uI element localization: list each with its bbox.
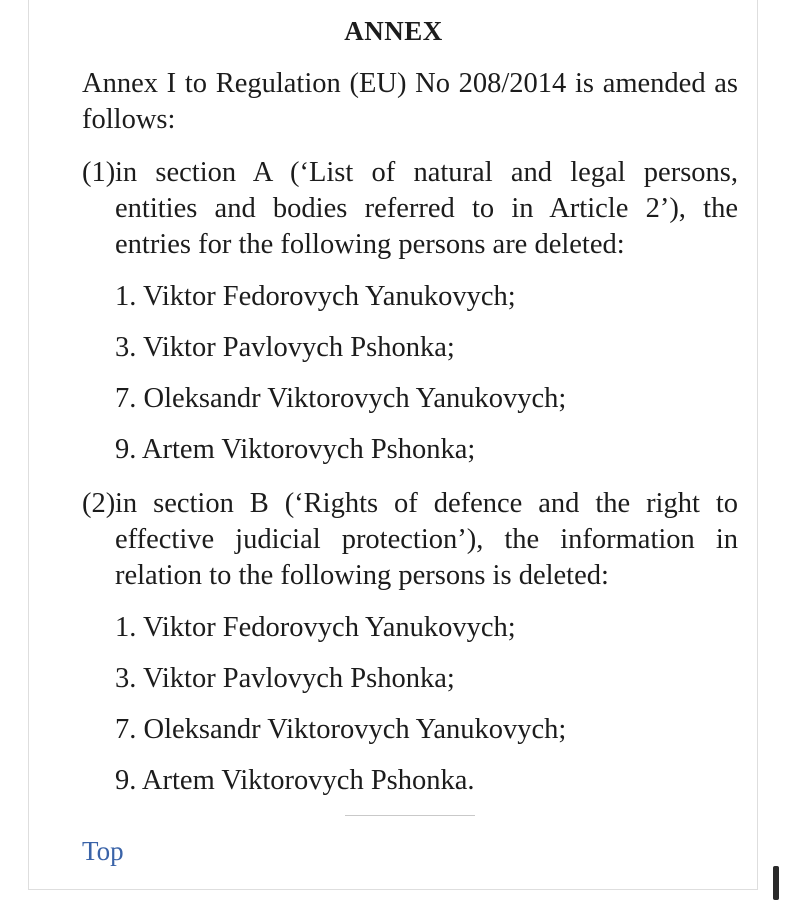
annex-intro-paragraph: Annex I to Regulation (EU) No 208/2014 is amended as follows:: [82, 68, 738, 135]
annex-title: ANNEX: [344, 16, 443, 46]
list-item: 3. Viktor Pavlovych Pshonka;: [115, 663, 455, 694]
list-item: 9. Artem Viktorovych Pshonka.: [115, 765, 475, 796]
section-2-text: in section B (‘Rights of defence and the right to effective judicial protection’), the information in relation to the following persons is deleted:: [115, 488, 738, 591]
list-item: 9. Artem Viktorovych Pshonka;: [115, 434, 476, 465]
list-item: 1. Viktor Fedorovych Yanukovych;: [115, 612, 516, 643]
list-item: 7. Oleksandr Viktorovych Yanukovych;: [115, 714, 567, 745]
section-2: [82, 486, 738, 594]
section-1-number: (1): [82, 157, 116, 188]
section-1-text: in section A (‘List of natural and legal persons, entities and bodies referred to in Article 2’), the entries for the following persons are deleted:: [115, 157, 738, 260]
section-1: [82, 155, 738, 263]
list-item: 1. Viktor Fedorovych Yanukovych;: [115, 281, 516, 312]
scrollbar-thumb[interactable]: [773, 866, 779, 900]
footer-divider: [345, 815, 475, 816]
section-2-number: (2): [82, 488, 116, 519]
list-item: 3. Viktor Pavlovych Pshonka;: [115, 332, 455, 363]
list-item: 7. Oleksandr Viktorovych Yanukovych;: [115, 383, 567, 414]
top-link[interactable]: Top: [82, 836, 124, 866]
